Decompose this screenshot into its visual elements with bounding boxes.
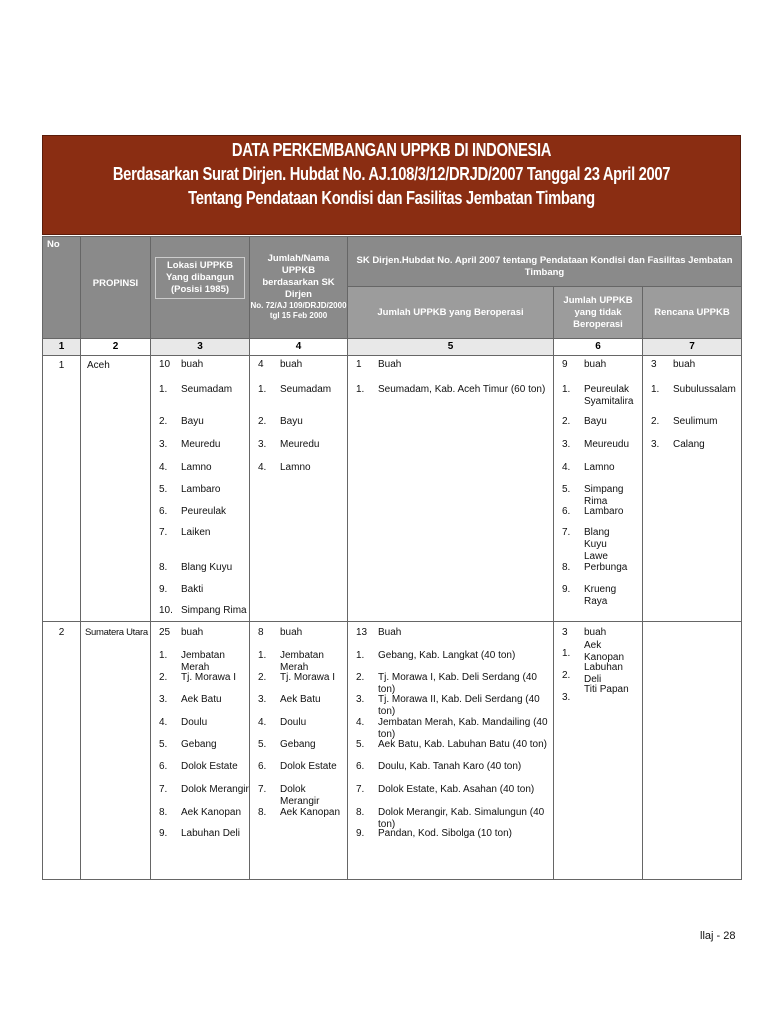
list-item: 8. Aek Kanopan: [258, 807, 341, 818]
list-item: 4. Lamno: [562, 462, 615, 473]
list-item: 1. Peureulak Syamitalira: [562, 384, 634, 407]
list-item: 4. Jembatan Merah, Kab. Mandailing (40 ton): [356, 717, 548, 740]
row-rencana: [643, 622, 742, 880]
list-item: 9. Pandan, Kod. Sibolga (10 ton): [356, 828, 512, 839]
col-number: 5: [348, 339, 554, 356]
list-item: 3. Meuredu: [159, 439, 221, 450]
list-item: 8. Dolok Merangir, Kab. Simalungun (40 ton): [356, 807, 545, 830]
column-number-row: [43, 339, 742, 356]
row-no: 2: [43, 622, 81, 880]
list-item: 6. Lambaro: [562, 506, 624, 517]
list-item: 3. Aek Batu: [258, 694, 321, 705]
list-item: 7. Blang Kuyu Lawe: [562, 527, 610, 562]
header-no: No: [43, 237, 81, 339]
row-tidak-beroperasi: 9 buah 1. Peureulak Syamitalira 2. Bayu 3. Meureudu 4. Lamno 5. Simpang Rima 6. Lambaro 7. Blang Kuyu Lawe 8. Perbunga 9. Krueng Raya: [554, 356, 643, 622]
row-jumlah-nama: 8 buah 1. Jembatan Merah 2. Tj. Morawa I 3. Aek Batu 4. Doulu 5. Gebang 6. Dolok Estate 7. Dolok Merangir 8. Aek Kanopan: [250, 622, 348, 880]
list-item: 5. Gebang: [258, 739, 316, 750]
row-rencana: 3 buah 1. Subulussalam 2. Seulimum 3. Calang: [643, 356, 742, 622]
list-item: 1. Aek Kanopan: [562, 640, 625, 663]
list-item: 8. Aek Kanopan: [159, 807, 242, 818]
col-number: 2: [81, 339, 151, 356]
col-number: 6: [554, 339, 643, 356]
row-lokasi: 25 buah 1. Jembatan Merah 2. Tj. Morawa I 3. Aek Batu 4. Doulu 5. Gebang 6. Dolok Estate 7. Dolok Merangir 8. Aek Kanopan 9. Labuhan Deli: [151, 622, 250, 880]
list-item: 3. Titi Papan: [562, 684, 629, 703]
list-item: 2. Labuhan Deli: [562, 662, 623, 685]
uppkb-data-table: [42, 236, 742, 880]
list-item: 3. Calang: [651, 439, 705, 450]
list-item: 9. Bakti: [159, 584, 204, 595]
list-item: 3. Tj. Morawa II, Kab. Deli Serdang (40 ton): [356, 694, 540, 717]
header-beroperasi: Jumlah UPPKB yang Beroperasi: [348, 287, 554, 339]
list-item: 5. Simpang Rima: [562, 484, 624, 507]
report-title-line-3: Tentang Pendataan Kondisi dan Fasilitas Jembatan Timbang: [188, 188, 595, 208]
row-lokasi: 10 buah 1. Seumadam 2. Bayu 3. Meuredu 4. Lamno 5. Lambaro 6. Peureulak 7. Laiken 8. Blang Kuyu 9. Bakti 10. Simpang Rima: [151, 356, 250, 622]
list-item: 2. Tj. Morawa I: [258, 672, 336, 683]
list-item: 9. Krueng Raya: [562, 584, 617, 607]
table-row: [43, 622, 742, 880]
list-item: 6. Dolok Estate: [258, 761, 337, 772]
list-item: 1. Gebang, Kab. Langkat (40 ton): [356, 650, 516, 661]
list-item: 1. Jembatan Merah: [159, 650, 225, 673]
table-row: [43, 356, 742, 622]
row-propinsi: Aceh: [81, 356, 151, 622]
list-item: 4. Lamno: [258, 462, 311, 473]
list-item: 5. Gebang: [159, 739, 217, 750]
row-tidak-beroperasi: 3 buah 1. Aek Kanopan 2. Labuhan Deli 3. Titi Papan: [554, 622, 643, 880]
report-title-banner: [42, 135, 741, 235]
list-item: 5. Lambaro: [159, 484, 221, 495]
list-item: 2. Bayu: [562, 416, 607, 427]
header-propinsi: PROPINSI: [81, 237, 151, 339]
col-number: 7: [643, 339, 742, 356]
header-lokasi: Lokasi UPPKB Yang dibangun (Posisi 1985): [151, 237, 250, 339]
list-item: 2. Tj. Morawa I, Kab. Deli Serdang (40 ton): [356, 672, 537, 695]
list-item: 2. Bayu: [258, 416, 303, 427]
list-item: 4. Doulu: [159, 717, 208, 728]
list-item: 1. Jembatan Merah: [258, 650, 324, 673]
list-item: 1. Seumadam, Kab. Aceh Timur (60 ton): [356, 384, 546, 395]
list-item: 2. Seulimum: [651, 416, 718, 427]
list-item: 9. Labuhan Deli: [159, 828, 240, 839]
header-rencana: Rencana UPPKB: [643, 287, 742, 339]
header-jumlah-nama: Jumlah/Nama UPPKB berdasarkan SK Dirjen No. 72/AJ 109/DRJD/2000 tgl 15 Feb 2000: [250, 237, 348, 339]
list-item: 7. Dolok Estate, Kab. Asahan (40 ton): [356, 784, 535, 795]
row-beroperasi: 13 Buah 1. Gebang, Kab. Langkat (40 ton) 2. Tj. Morawa I, Kab. Deli Serdang (40 ton) 3. Tj. Morawa II, Kab. Deli Serdang (40 ton) 4. Jembatan Merah, Kab. Mandailing (40 ton) 5. Aek Batu, Kab. Labuhan Batu (40 ton) 6. Doulu, Kab. Tanah Karo (40 ton) 7. Dolok Estate, Kab. Asahan (40 ton) 8. Dolok Merangir, Kab. Simalungun (40 ton) 9. Pandan, Kod. Sibolga (10 ton): [348, 622, 554, 880]
report-title-line-1: DATA PERKEMBANGAN UPPKB DI INDONESIA: [231, 140, 552, 160]
list-item: 3. Meuredu: [258, 439, 320, 450]
report-title-line-2: Berdasarkan Surat Dirjen. Hubdat No. AJ.108/3/12/DRJD/2007 Tanggal 23 April 2007: [112, 164, 671, 184]
list-item: 4. Lamno: [159, 462, 212, 473]
header-tidak-beroperasi: Jumlah UPPKB yang tidak Beroperasi: [554, 287, 643, 339]
list-item: 1. Subulussalam: [651, 384, 736, 395]
list-item: 8. Perbunga: [562, 562, 628, 573]
list-item: 7. Dolok Merangir: [159, 784, 249, 795]
list-item: 5. Aek Batu, Kab. Labuhan Batu (40 ton): [356, 739, 548, 750]
col-number: 1: [43, 339, 81, 356]
list-item: 7. Dolok Merangir: [258, 784, 320, 807]
list-item: 3. Aek Batu: [159, 694, 222, 705]
page-number: llaj - 28: [700, 930, 736, 942]
col-number: 4: [250, 339, 348, 356]
list-item: 6. Doulu, Kab. Tanah Karo (40 ton): [356, 761, 522, 772]
row-propinsi: Sumatera Utara: [81, 622, 151, 880]
list-item: 10. Simpang Rima: [159, 605, 247, 616]
list-item: 8. Blang Kuyu: [159, 562, 233, 573]
list-item: 6. Dolok Estate: [159, 761, 238, 772]
row-no: 1: [43, 356, 81, 622]
list-item: 7. Laiken: [159, 527, 211, 538]
list-item: 6. Peureulak: [159, 506, 227, 517]
list-item: 4. Doulu: [258, 717, 307, 728]
list-item: 1. Seumadam: [159, 384, 233, 395]
col-number: 3: [151, 339, 250, 356]
row-jumlah-nama: 4 buah 1. Seumadam 2. Bayu 3. Meuredu 4. Lamno: [250, 356, 348, 622]
list-item: 2. Bayu: [159, 416, 204, 427]
list-item: 2. Tj. Morawa I: [159, 672, 237, 683]
list-item: 3. Meureudu: [562, 439, 630, 450]
header-sk-dirjen: SK Dirjen.Hubdat No. April 2007 tentang Pendataan Kondisi dan Fasilitas Jembatan Timbang: [348, 237, 742, 287]
list-item: 1. Seumadam: [258, 384, 332, 395]
row-beroperasi: 1 Buah 1. Seumadam, Kab. Aceh Timur (60 ton): [348, 356, 554, 622]
